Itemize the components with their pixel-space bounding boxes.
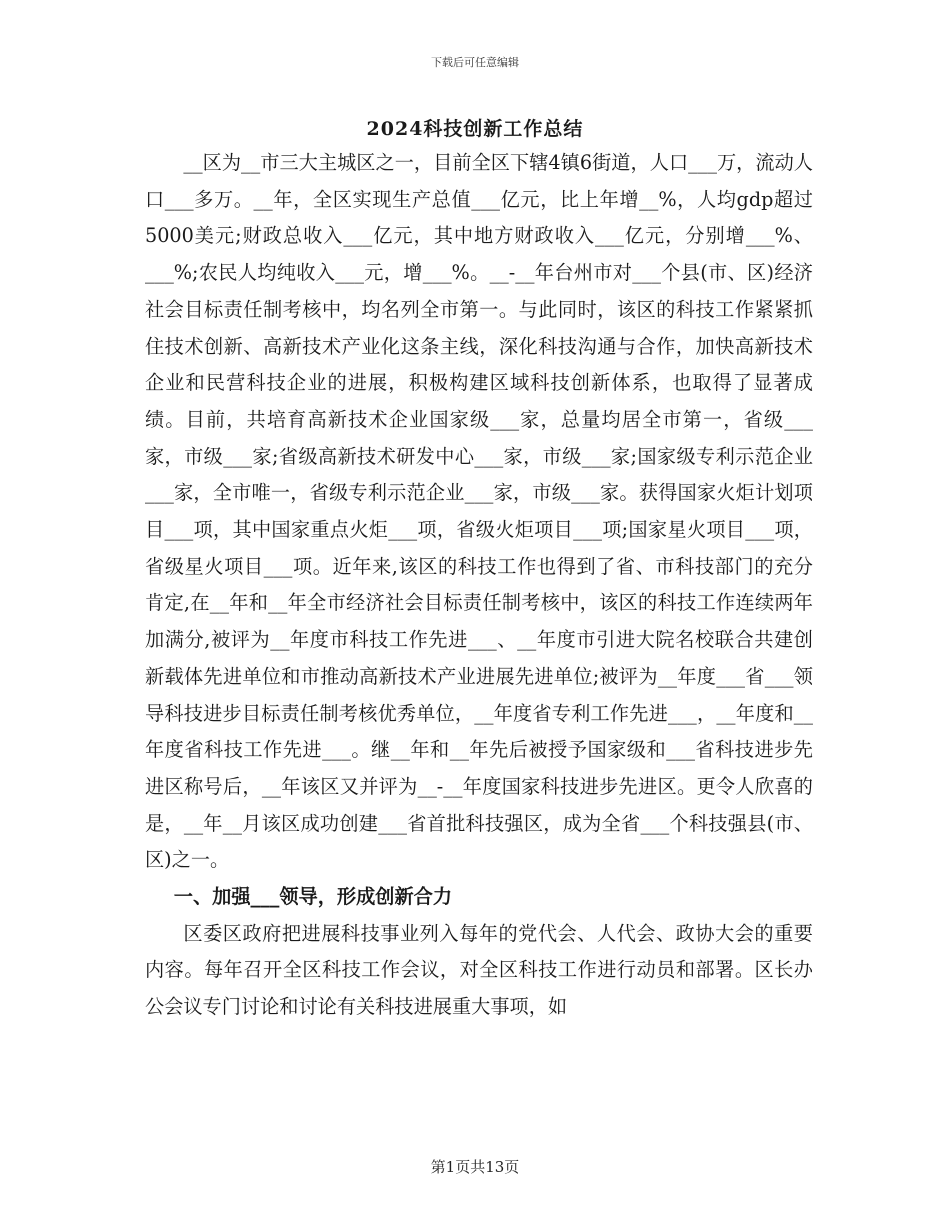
- page-header-note: 下载后可任意编辑: [431, 56, 519, 69]
- document-body: [145, 145, 813, 1026]
- document-title: 2024科技创新工作总结: [366, 118, 584, 140]
- paragraph-section-1: 区委区政府把进展科技事业列入每年的党代会、人代会、政协大会的重要内容。每年召开全区科技工作会议，对全区科技工作进行动员和部署。区长办公会议专门讨论和讨论有关科技进展重大事项，如: [145, 921, 813, 1019]
- page-footer-number: 第1页共13页: [430, 1158, 520, 1176]
- paragraph-intro: __区为__市三大主城区之一，目前全区下辖4镇6街道，人口___万，流动人口___多万。__年，全区实现生产总值___亿元，比上年增__%，人均gdp超过5000美元;财政总收入___亿元，其中地方财政收入___亿元，分别增___%、___%;农民人均纯收入___元，增___%。__-__年台州市对___个县(市、区)经济社会目标责任制考核中，均名列全市第一。与此同时，该区的科技工作紧紧抓住技术创新、高新技术产业化这条主线，深化科技沟通与合作，加快高新技术企业和民营科技企业的进展，积极构建区域科技创新体系，也取得了显著成绩。目前，共培育高新技术企业国家级___家，总量均居全市第一，省级___家，市级___家;省级高新技术研发中心___家，市级___家;国家级专利示范企业___家，全市唯一，省级专利示范企业___家，市级___家。获得国家火炬计划项目___项，其中国家重点火炬___项，省级火炬项目___项;国家星火项目___项，省级星火项目___项。近年来,该区的科技工作也得到了省、市科技部门的充分肯定,在__年和__年全市经济社会目标责任制考核中，该区的科技工作连续两年加满分,被评为__年度市科技工作先进___、__年度市引进大院名校联合共建创新载体先进单位和市推动高新技术产业进展先进单位;被评为__年度___省___领导科技进步目标责任制考核优秀单位，__年度省专利工作先进___，__年度和__年度省科技工作先进___。继__年和__年先后被授予国家级和___省科技进步先进区称号后，__年该区又并评为__-__年度国家科技进步先进区。更令人欣喜的是，__年__月该区成功创建___省首批科技强区，成为全省___个科技强县(市、区)之一。: [145, 151, 813, 872]
- section-heading-1: 一、加强___领导，形成创新合力: [173, 885, 453, 909]
